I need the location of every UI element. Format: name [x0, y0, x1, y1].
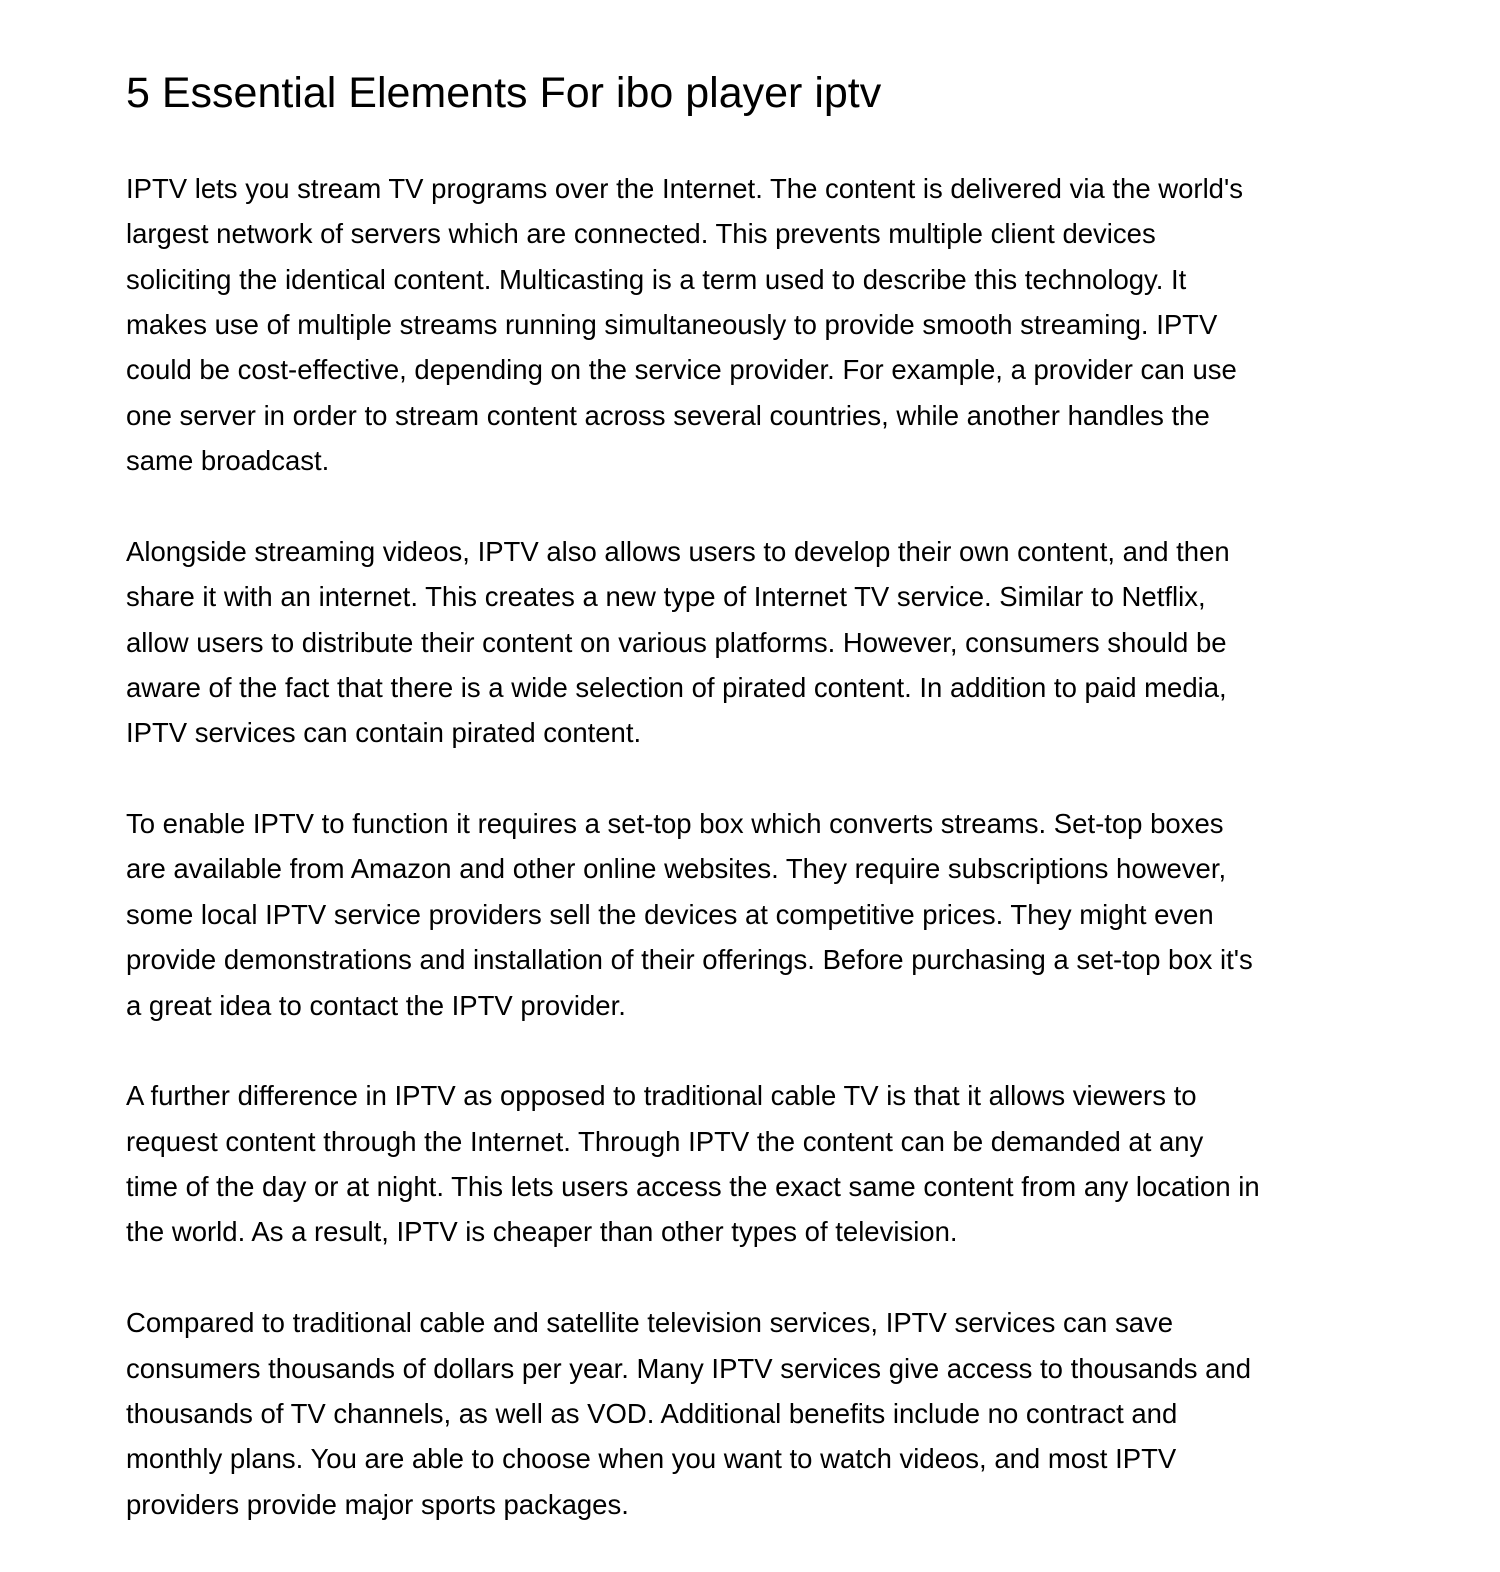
document-title: 5 Essential Elements For ibo player iptv [126, 69, 882, 117]
paragraph-5 [126, 1300, 1386, 1527]
paragraph-line: the world. As a result, IPTV is cheaper than other types of television. [126, 1216, 958, 1248]
paragraph-4 [126, 1073, 1386, 1254]
paragraph-line: Alongside streaming videos, IPTV also allows users to develop their own content, and then [126, 535, 1230, 567]
paragraph-line: share it with an internet. This creates a new type of Internet TV service. Similar to Netflix, [126, 581, 1206, 613]
paragraph-line: consumers thousands of dollars per year. Many IPTV services give access to thousands and [126, 1352, 1252, 1384]
paragraph-line: A further difference in IPTV as opposed to traditional cable TV is that it allows viewers to [126, 1080, 1197, 1112]
paragraph-line: time of the day or at night. This lets users access the exact same content from any location in [126, 1171, 1260, 1203]
paragraph-line: To enable IPTV to function it requires a set-top box which converts streams. Set-top boxes [126, 808, 1224, 840]
paragraph-line: IPTV lets you stream TV programs over the Internet. The content is delivered via the world's [126, 173, 1243, 204]
paragraph-line: Compared to traditional cable and satellite television services, IPTV services can save [126, 1307, 1174, 1339]
paragraph-line: aware of the fact that there is a wide selection of pirated content. In addition to paid media, [126, 671, 1227, 703]
paragraph-line: a great idea to contact the IPTV provider. [126, 989, 626, 1021]
paragraph-line: thousands of TV channels, as well as VOD. Additional benefits include no contract and [126, 1397, 1178, 1429]
paragraph-3 [126, 801, 1386, 1028]
document-body [126, 166, 1386, 1572]
paragraph-line: monthly plans. You are able to choose when you want to watch videos, and most IPTV [126, 1443, 1177, 1475]
paragraph-line: same broadcast. [126, 445, 330, 477]
paragraph-line: providers provide major sports packages. [126, 1488, 629, 1520]
paragraph-line: largest network of servers which are connected. This prevents multiple client devices [126, 218, 1156, 250]
paragraph-line: request content through the Internet. Through IPTV the content can be demanded at any [126, 1125, 1204, 1157]
paragraph-line: one server in order to stream content across several countries, while another handles the [126, 399, 1210, 431]
paragraph-line: some local IPTV service providers sell the devices at competitive prices. They might even [126, 898, 1214, 930]
paragraph-line: are available from Amazon and other online websites. They require subscriptions however, [126, 853, 1227, 885]
paragraph-line: could be cost-effective, depending on the service provider. For example, a provider can use [126, 354, 1237, 386]
paragraph-1 [126, 166, 1386, 483]
paragraph-line: provide demonstrations and installation of their offerings. Before purchasing a set-top box it's [126, 944, 1253, 976]
paragraph-line: soliciting the identical content. Multicasting is a term used to describe this technology. It [126, 263, 1187, 295]
paragraph-2 [126, 529, 1386, 756]
paragraph-line: makes use of multiple streams running simultaneously to provide smooth streaming. IPTV [126, 309, 1218, 341]
paragraph-line: allow users to distribute their content on various platforms. However, consumers should be [126, 626, 1227, 658]
paragraph-line: IPTV services can contain pirated content. [126, 717, 642, 749]
